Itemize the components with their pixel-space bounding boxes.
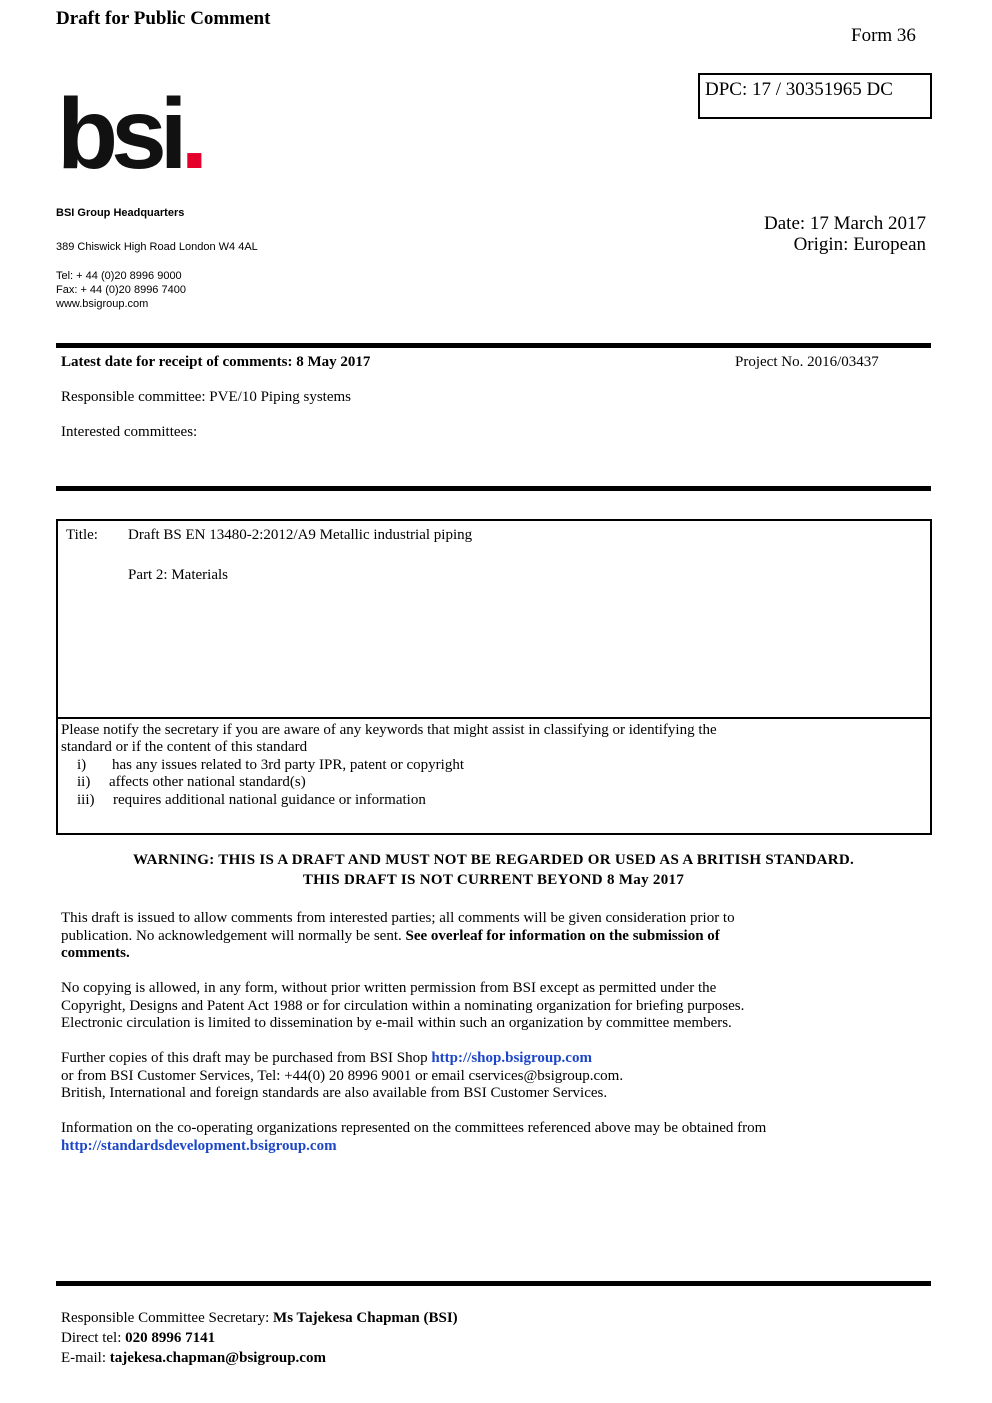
logo-dot: . <box>180 78 202 190</box>
p2-line-1: No copying is allowed, in any form, without prior written permission from BSI except as permitted under the <box>61 980 717 996</box>
notify-item-num: ii) <box>77 774 91 790</box>
title-label: Title: <box>66 527 98 543</box>
hq-web: www.bsigroup.com <box>56 298 149 310</box>
warning-line-1: WARNING: THIS IS A DRAFT AND MUST NOT BE REGARDED OR USED AS A BRITISH STANDARD. <box>132 852 855 868</box>
bottom-rule <box>56 1281 931 1286</box>
bsi-logo <box>57 78 202 190</box>
p1-line-3: comments. <box>61 945 130 961</box>
title-line-2: Part 2: Materials <box>128 567 228 583</box>
email-label: E-mail: <box>61 1350 110 1366</box>
p2-line-3: Electronic circulation is limited to dissemination by e-mail within such an organization by committee members. <box>61 1015 732 1031</box>
shop-link[interactable]: http://shop.bsigroup.com <box>431 1050 592 1066</box>
form-number: Form 36 <box>851 25 916 46</box>
p1-line-2a: publication. No acknowledgement will normally be sent. <box>61 927 406 944</box>
tel-label: Direct tel: <box>61 1330 126 1346</box>
tel-value: 020 8996 7141 <box>125 1330 216 1346</box>
interested-committees: Interested committees: <box>61 424 198 440</box>
dpc-ref-box <box>698 73 932 119</box>
doc-origin: Origin: European <box>793 234 926 255</box>
title-line-1: Draft BS EN 13480-2:2012/A9 Metallic industrial piping <box>128 527 473 543</box>
email-value[interactable]: tajekesa.chapman@bsigroup.com <box>109 1350 326 1366</box>
notify-item-num: iii) <box>77 792 95 808</box>
hq-address: 389 Chiswick High Road London W4 4AL <box>56 241 258 253</box>
notify-item-num: i) <box>77 757 87 773</box>
draft-label: Draft for Public Comment <box>56 8 271 29</box>
notify-box <box>56 717 932 835</box>
responsible-committee: Responsible committee: PVE/10 Piping systems <box>61 389 351 405</box>
p2-line-2: Copyright, Designs and Patent Act 1988 or for circulation within a nominating organization for briefing purposes. <box>61 997 745 1014</box>
title-box <box>56 519 932 719</box>
p3-line-3: British, International and foreign standards are also available from BSI Customer Services. <box>61 1085 608 1101</box>
p3-line-2: or from BSI Customer Services, Tel: +44(0) 20 8996 9001 or email cservices@bsigroup.com. <box>61 1067 624 1084</box>
notify-item-text: requires additional national guidance or information <box>113 792 426 808</box>
p4-line-1: Information on the co-operating organizations represented on the committees referenced above may be obtained from <box>61 1120 767 1136</box>
dpc-ref: DPC: 17 / 30351965 DC <box>705 79 893 100</box>
paragraph-draft-issued <box>61 910 926 963</box>
p1-line-2b: See overleaf for information on the submission of <box>405 927 720 944</box>
top-rule <box>56 343 931 348</box>
email-line <box>61 1350 326 1367</box>
notify-intro-1: Please notify the secretary if you are aware of any keywords that might assist in classifying or identifying the <box>61 722 717 738</box>
project-number: Project No. 2016/03437 <box>735 354 879 370</box>
p1-line-1: This draft is issued to allow comments from interested parties; all comments will be given consideration prior to <box>61 910 735 926</box>
notify-intro-2: standard or if the content of this standard <box>61 739 308 755</box>
warning-line-2: THIS DRAFT IS NOT CURRENT BEYOND 8 May 2017 <box>302 872 685 888</box>
notify-item-text: affects other national standard(s) <box>109 774 306 790</box>
paragraph-cooperating-orgs <box>61 1120 926 1155</box>
notify-item-text: has any issues related to 3rd party IPR, patent or copyright <box>112 757 465 773</box>
secretary-line <box>61 1310 458 1327</box>
latest-comment-date: Latest date for receipt of comments: 8 May 2017 <box>61 354 371 370</box>
logo-text: bsi <box>57 78 181 190</box>
p3-line-1a: Further copies of this draft may be purchased from BSI Shop <box>61 1050 432 1066</box>
secretary-name: Ms Tajekesa Chapman (BSI) <box>273 1310 458 1326</box>
secretary-label: Responsible Committee Secretary: <box>61 1310 274 1326</box>
standards-development-link[interactable]: http://standardsdevelopment.bsigroup.com <box>61 1137 337 1154</box>
hq-name: BSI Group Headquarters <box>56 207 185 219</box>
middle-rule <box>56 486 931 491</box>
paragraph-further-copies <box>61 1050 926 1103</box>
hq-fax: Fax: + 44 (0)20 8996 7400 <box>56 284 186 296</box>
doc-date: Date: 17 March 2017 <box>764 213 926 234</box>
direct-tel-line <box>61 1330 215 1347</box>
hq-tel: Tel: + 44 (0)20 8996 9000 <box>56 270 182 282</box>
paragraph-copying <box>61 980 926 1033</box>
